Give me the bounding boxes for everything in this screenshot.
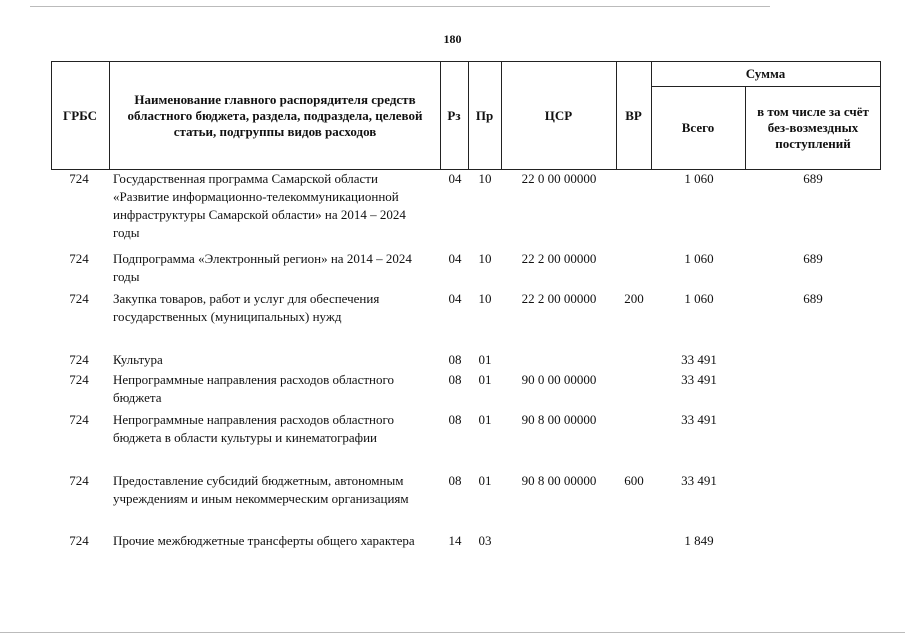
cell-vsego: 1 060 [684, 171, 714, 186]
header-vsego: Всего [681, 119, 715, 135]
cell-vsego: 33 491 [681, 352, 717, 367]
cell-vr: 600 [624, 473, 644, 488]
cell-rz: 04 [448, 291, 462, 306]
cell-rz: 08 [448, 352, 462, 367]
header-name: Наименование главного распорядителя средств областного бюджета, раздела, подраздела, целевой статьи, подгруппы видов расходов [127, 91, 423, 139]
cell-name: Подпрограмма «Электронный регион» на 2014 – 2024 годы [113, 251, 412, 284]
cell-grbs: 724 [69, 251, 89, 266]
table-header [51, 61, 881, 170]
header-csr: ЦСР [544, 107, 573, 123]
cell-name: Непрограммные направления расходов областного бюджета в области культуры и кинематографии [113, 412, 394, 445]
cell-vsego: 1 849 [684, 533, 714, 548]
cell-bez: 689 [803, 251, 823, 266]
cell-name: Государственная программа Самарской области «Развитие информационно-телекоммуникационной инфраструктуры Самарской области» на 2014 – 2024 годы [113, 171, 406, 240]
cell-grbs: 724 [69, 352, 89, 367]
cell-pr: 01 [478, 412, 492, 427]
cell-name: Прочие межбюджетные трансферты общего характера [113, 533, 415, 548]
cell-vsego: 1 060 [684, 251, 714, 266]
cell-grbs: 724 [69, 372, 89, 387]
header-summa: Сумма [745, 66, 786, 81]
cell-name: Культура [113, 352, 163, 367]
cell-csr: 22 2 00 00000 [521, 291, 597, 306]
cell-pr: 01 [478, 372, 492, 387]
cell-grbs: 724 [69, 412, 89, 427]
header-grbs: ГРБС [62, 107, 98, 123]
header-pr: Пр [475, 107, 494, 123]
cell-pr: 10 [478, 171, 492, 186]
cell-name: Предоставление субсидий бюджетным, автономным учреждениям и иным некоммерческим организациям [113, 473, 409, 506]
cell-vsego: 33 491 [681, 372, 717, 387]
cell-rz: 08 [448, 412, 462, 427]
header-divider [745, 86, 746, 169]
cell-rz: 14 [448, 533, 462, 548]
cell-rz: 08 [448, 473, 462, 488]
cell-pr: 01 [478, 352, 492, 367]
cell-rz: 04 [448, 251, 462, 266]
cell-rz: 04 [448, 171, 462, 186]
header-bez: в том числе за счёт без-возмездных поступлений [757, 103, 869, 151]
header-divider [880, 62, 881, 169]
cell-name: Непрограммные направления расходов областного бюджета [113, 372, 394, 405]
cell-csr: 22 2 00 00000 [521, 251, 597, 266]
cell-bez: 689 [803, 171, 823, 186]
cell-grbs: 724 [69, 533, 89, 548]
cell-vsego: 33 491 [681, 473, 717, 488]
cell-grbs: 724 [69, 473, 89, 488]
header-vr: ВР [625, 107, 642, 123]
cell-csr: 90 8 00 00000 [521, 473, 597, 488]
cell-grbs: 724 [69, 291, 89, 306]
cell-bez: 689 [803, 291, 823, 306]
scan-bottom-rule [0, 632, 905, 633]
cell-vsego: 33 491 [681, 412, 717, 427]
cell-name: Закупка товаров, работ и услуг для обеспечения государственных (муниципальных) нужд [113, 291, 380, 324]
cell-vr: 200 [624, 291, 644, 306]
scan-top-rule [30, 6, 770, 7]
cell-vsego: 1 060 [684, 291, 714, 306]
cell-pr: 10 [478, 291, 492, 306]
cell-csr: 90 8 00 00000 [521, 412, 597, 427]
page-number: 180 [443, 32, 462, 46]
cell-csr: 22 0 00 00000 [521, 171, 597, 186]
header-rz: Рз [447, 107, 461, 123]
cell-pr: 01 [478, 473, 492, 488]
cell-rz: 08 [448, 372, 462, 387]
header-divider [109, 62, 110, 169]
cell-pr: 10 [478, 251, 492, 266]
cell-csr: 90 0 00 00000 [521, 372, 597, 387]
cell-pr: 03 [478, 533, 492, 548]
cell-grbs: 724 [69, 171, 89, 186]
